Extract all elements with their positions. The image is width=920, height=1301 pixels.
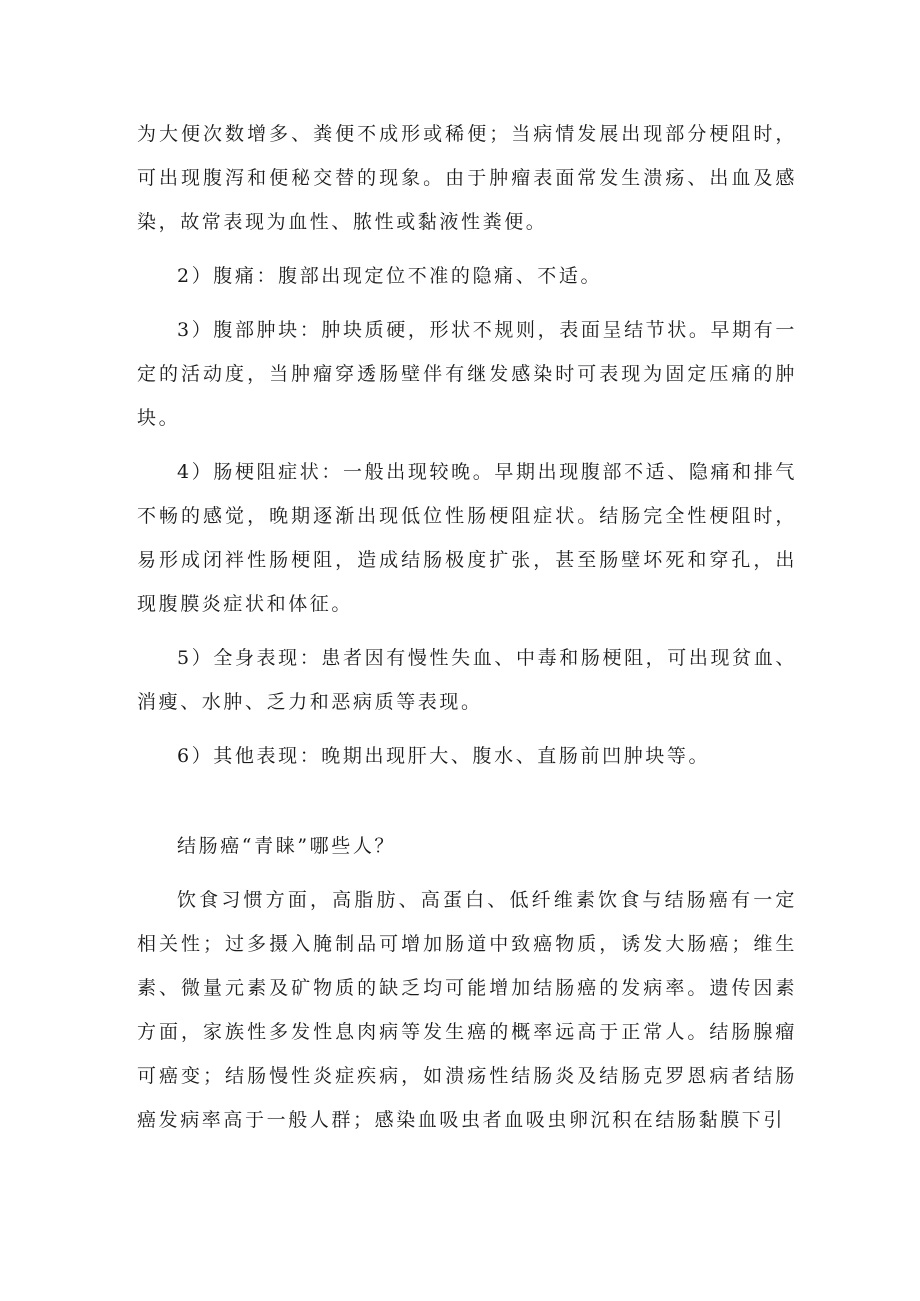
paragraph-risk-factors: 饮食习惯方面，高脂肪、高蛋白、低纤维素饮食与结肠癌有一定相关性；过多摄入腌制品可增加肠道中致癌物质，诱发大肠癌；维生素、微量元素及矿物质的缺乏均可能增加结肠癌的发病率。遗传因素方面，家族性多发性息肉病等发生癌的概率远高于正常人。结肠腺瘤可癌变；结肠慢性炎症疾病，如溃疡性结肠炎及结肠克罗恩病者结肠癌发病率高于一般人群；感染血吸虫者血吸虫卵沉积在结肠黏膜下引 bbox=[137, 889, 797, 1131]
paragraph-abdominal-pain: 2）腹痛：腹部出现定位不准的隐痛、不适。 bbox=[177, 265, 603, 287]
paragraph-other: 6）其他表现：晚期出现肝大、腹水、直肠前凹肿块等。 bbox=[177, 745, 711, 767]
paragraph-obstruction: 4）肠梗阻症状：一般出现较晚。早期出现腹部不适、隐痛和排气不畅的感觉，晚期逐渐出现低位性肠梗阻症状。结肠完全性梗阻时，易形成闭袢性肠梗阻，造成结肠极度扩张，甚至肠壁坏死和穿孔，出现腹膜炎症状和体征。 bbox=[137, 461, 797, 615]
paragraph-abdominal-mass: 3）腹部肿块：肿块质硬，形状不规则，表面呈结节状。早期有一定的活动度，当肿瘤穿透肠壁伴有继发感染时可表现为固定压痛的肿块。 bbox=[137, 319, 797, 429]
paragraph-stool-symptoms: 为大便次数增多、粪便不成形或稀便；当病情发展出现部分梗阻时，可出现腹泻和便秘交替的现象。由于肿瘤表面常发生溃疡、出血及感染，故常表现为血性、脓性或黏液性粪便。 bbox=[137, 123, 797, 233]
document-body bbox=[137, 112, 797, 1152]
section-heading: 结肠癌“青睐”哪些人？ bbox=[177, 835, 397, 857]
paragraph-systemic: 5）全身表现：患者因有慢性失血、中毒和肠梗阻，可出现贫血、消瘦、水肿、乏力和恶病质等表现。 bbox=[137, 647, 797, 713]
